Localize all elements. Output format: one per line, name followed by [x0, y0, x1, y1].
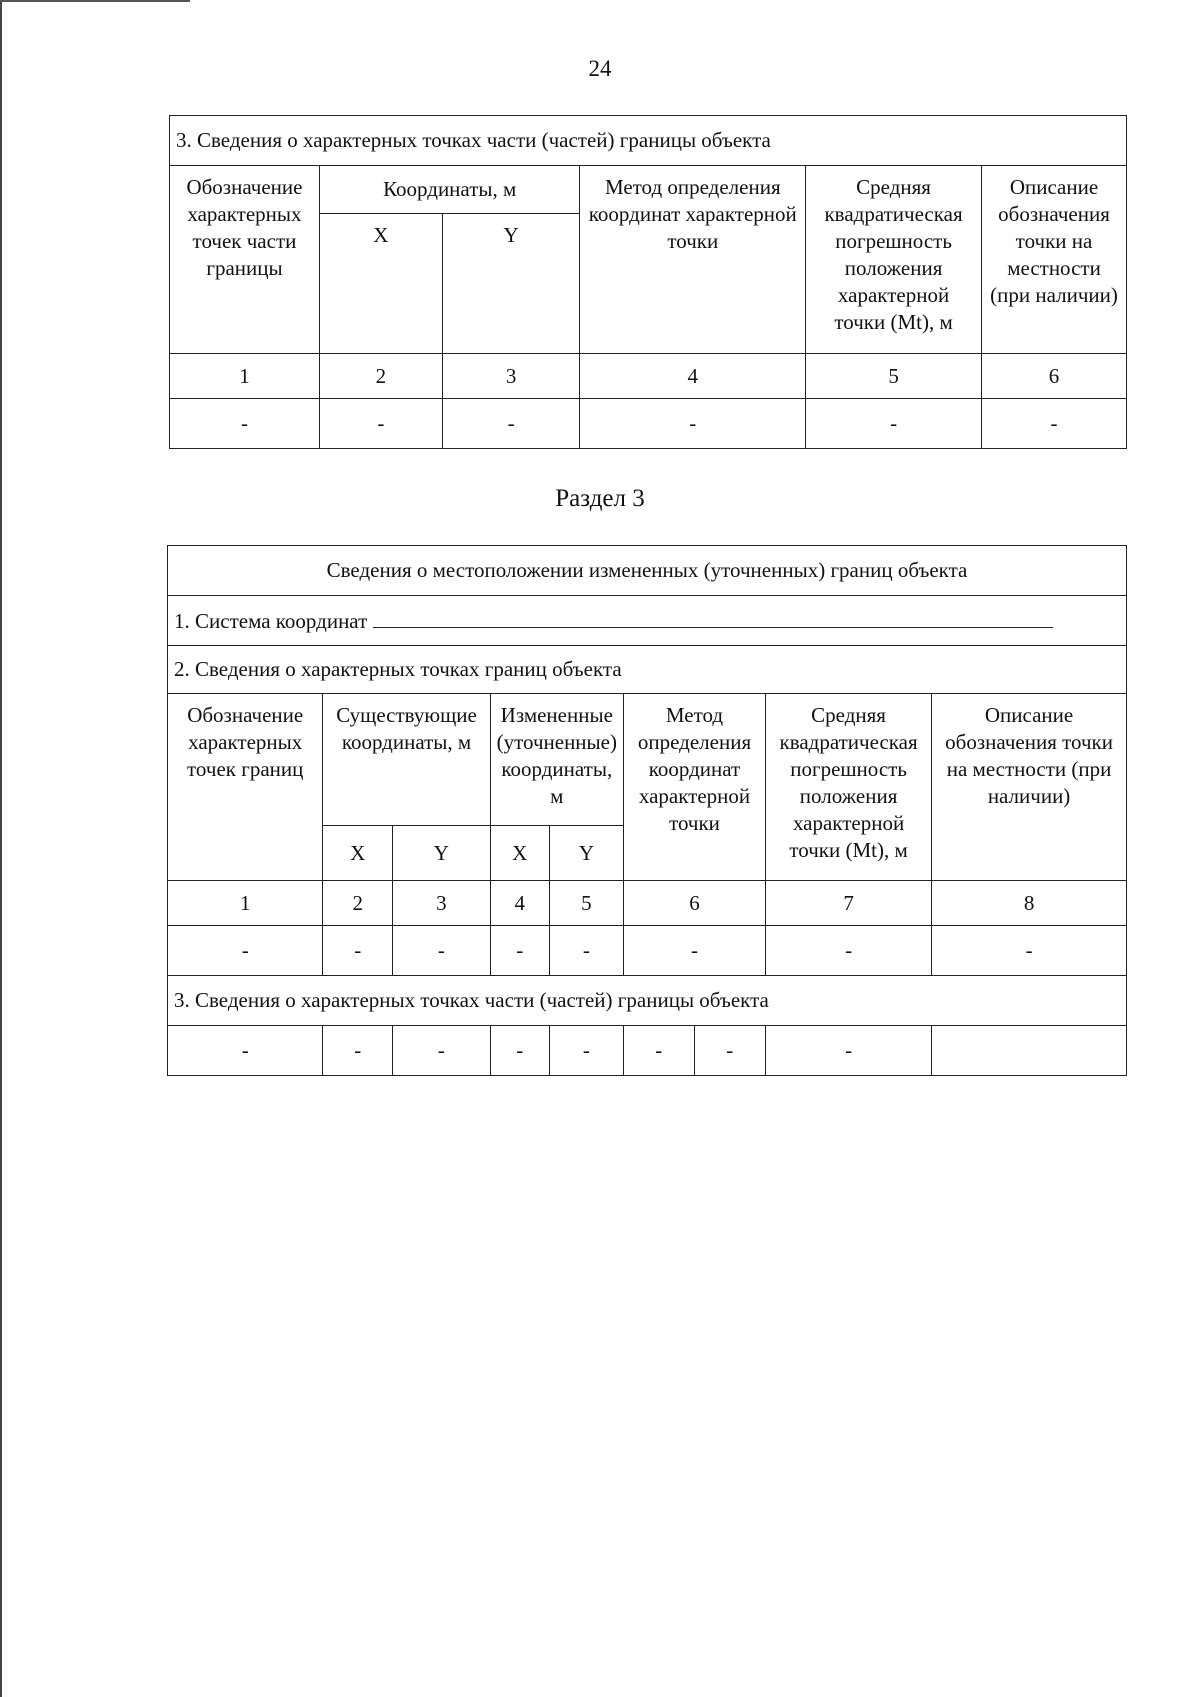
table-cell: - — [694, 1026, 766, 1076]
header-description: Описание обозначения точки на местности (при наличии) — [932, 694, 1127, 881]
header-method: Метод определения координат характерной точки — [580, 166, 806, 354]
header-description: Описание обозначения точки на местности (при наличии) — [982, 166, 1127, 354]
coordinate-system-row — [168, 596, 1127, 646]
column-number: 4 — [490, 881, 549, 926]
coordinate-system-blank — [373, 607, 1053, 628]
table-title: Сведения о местоположении измененных (уточненных) границ объекта — [168, 546, 1127, 596]
scan-top-edge — [0, 0, 190, 2]
table-cell: - — [323, 926, 393, 976]
part-points-title: 3. Сведения о характерных точках части (частей) границы объекта — [168, 976, 1127, 1026]
header-y-changed: Y — [549, 826, 623, 881]
header-changed-coordinates: Измененные (уточненные) координаты, м — [490, 694, 623, 826]
header-x: X — [319, 214, 442, 354]
header-error: Средняя квадратическая погрешность положения характерной точки (Mt), м — [766, 694, 932, 881]
table-cell: - — [623, 1026, 694, 1076]
scan-left-edge — [0, 0, 2, 1697]
coordinate-system-label: 1. Система координат — [174, 608, 368, 633]
column-number: 6 — [623, 881, 765, 926]
page-number: 24 — [588, 56, 612, 81]
table-cell: - — [806, 399, 982, 449]
section-heading: Раздел 3 — [555, 485, 645, 512]
table-cell: - — [490, 926, 549, 976]
column-number: 8 — [932, 881, 1127, 926]
header-coordinates: Координаты, м — [319, 166, 580, 214]
column-number: 3 — [393, 881, 490, 926]
table-cell: - — [323, 1026, 393, 1076]
table-cell: - — [170, 399, 320, 449]
header-existing-coordinates: Существующие координаты, м — [323, 694, 490, 826]
characteristic-points-part-table — [169, 115, 1127, 449]
table-cell: - — [932, 926, 1127, 976]
table-subtitle: 2. Сведения о характерных точках границ объекта — [168, 646, 1127, 694]
table-cell — [932, 1026, 1127, 1076]
table-cell: - — [393, 1026, 490, 1076]
header-y-existing: Y — [393, 826, 490, 881]
table-cell: - — [393, 926, 490, 976]
table-cell: - — [549, 1026, 623, 1076]
column-number: 3 — [442, 354, 580, 399]
header-y: Y — [442, 214, 580, 354]
header-designation: Обозначение характерных точек части границы — [170, 166, 320, 354]
table-cell: - — [168, 1026, 323, 1076]
column-number: 2 — [323, 881, 393, 926]
changed-boundaries-table — [167, 545, 1127, 1076]
column-number: 5 — [806, 354, 982, 399]
table-cell: - — [766, 926, 932, 976]
column-number: 1 — [168, 881, 323, 926]
column-number: 1 — [170, 354, 320, 399]
column-number: 4 — [580, 354, 806, 399]
column-number: 5 — [549, 881, 623, 926]
table-cell: - — [580, 399, 806, 449]
table-cell: - — [982, 399, 1127, 449]
header-error: Средняя квадратическая погрешность положения характерной точки (Mt), м — [806, 166, 982, 354]
table-title: 3. Сведения о характерных точках части (частей) границы объекта — [170, 116, 1127, 166]
header-x-existing: X — [323, 826, 393, 881]
table-cell: - — [766, 1026, 932, 1076]
table-cell: - — [168, 926, 323, 976]
header-x-changed: X — [490, 826, 549, 881]
table-cell: - — [319, 399, 442, 449]
table-cell: - — [490, 1026, 549, 1076]
header-method: Метод определения координат характерной точки — [623, 694, 765, 881]
header-designation: Обозначение характерных точек границ — [168, 694, 323, 881]
table-cell: - — [549, 926, 623, 976]
column-number: 2 — [319, 354, 442, 399]
column-number: 6 — [982, 354, 1127, 399]
table-cell: - — [442, 399, 580, 449]
table-cell: - — [623, 926, 765, 976]
column-number: 7 — [766, 881, 932, 926]
